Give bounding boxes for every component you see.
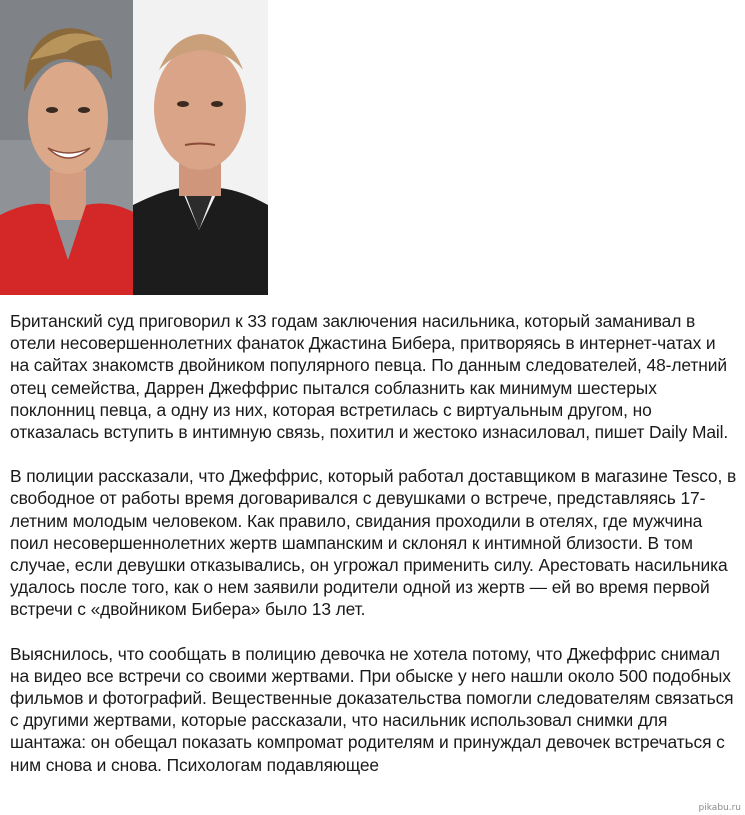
- article-paragraph: Выяснилось, что сообщать в полицию девочка не хотела потому, что Джеффрис снимал на видео все встречи со своими жертвами. При обыске у него нашли около 500 подобных фильмов и фотографий. Вещественные доказательства помогли следователям связаться с другими жертвами, которые рассказали, что насильник использовал снимки для шантажа: он обещал показать компромат родителям и принуждал девочек встречаться с ним снова и снова. Психологам подавляющее: [10, 643, 734, 775]
- article-body: [10, 310, 738, 798]
- article-paragraph: В полиции рассказали, что Джеффрис, который работал доставщиком в магазине Tesco, в свободное от работы время договаривался с девушками о встрече, представляясь 17-летним молодым человеком. Как правило, свидания проходили в отелях, где мужчина поил несовершеннолетних жертв шампанским и склонял к интимной близости. В том случае, если девушки отказывались, он угрожал применить силу. Арестовать насильника удалось после того, как о нем заявили родители одной из жертв — ей во время первой встречи с «двойником Бибера» было 13 лет.: [10, 466, 737, 620]
- mugshot-photos: [0, 0, 268, 295]
- site-watermark: pikabu.ru: [698, 803, 741, 813]
- person-photo-icon: [133, 0, 268, 295]
- mugshot-photo-right: [133, 0, 268, 295]
- mugshot-photo-left: [0, 0, 133, 295]
- person-photo-icon: [0, 0, 133, 295]
- article-paragraph: Британский суд приговорил к 33 годам заключения насильника, который заманивал в отели несовершеннолетних фанаток Джастина Бибера, притворяясь в интернет-чатах и на сайтах знакомств двойником популярного певца. По данным следователей, 48-летний отец семейства, Даррен Джеффрис пытался соблазнить как минимум шестерых поклонниц певца, а одну из них, которая встретилась с виртуальным другом, но отказалась вступить в интимную связь, похитил и жестоко изнасиловал, пишет Daily Mail.: [10, 311, 729, 443]
